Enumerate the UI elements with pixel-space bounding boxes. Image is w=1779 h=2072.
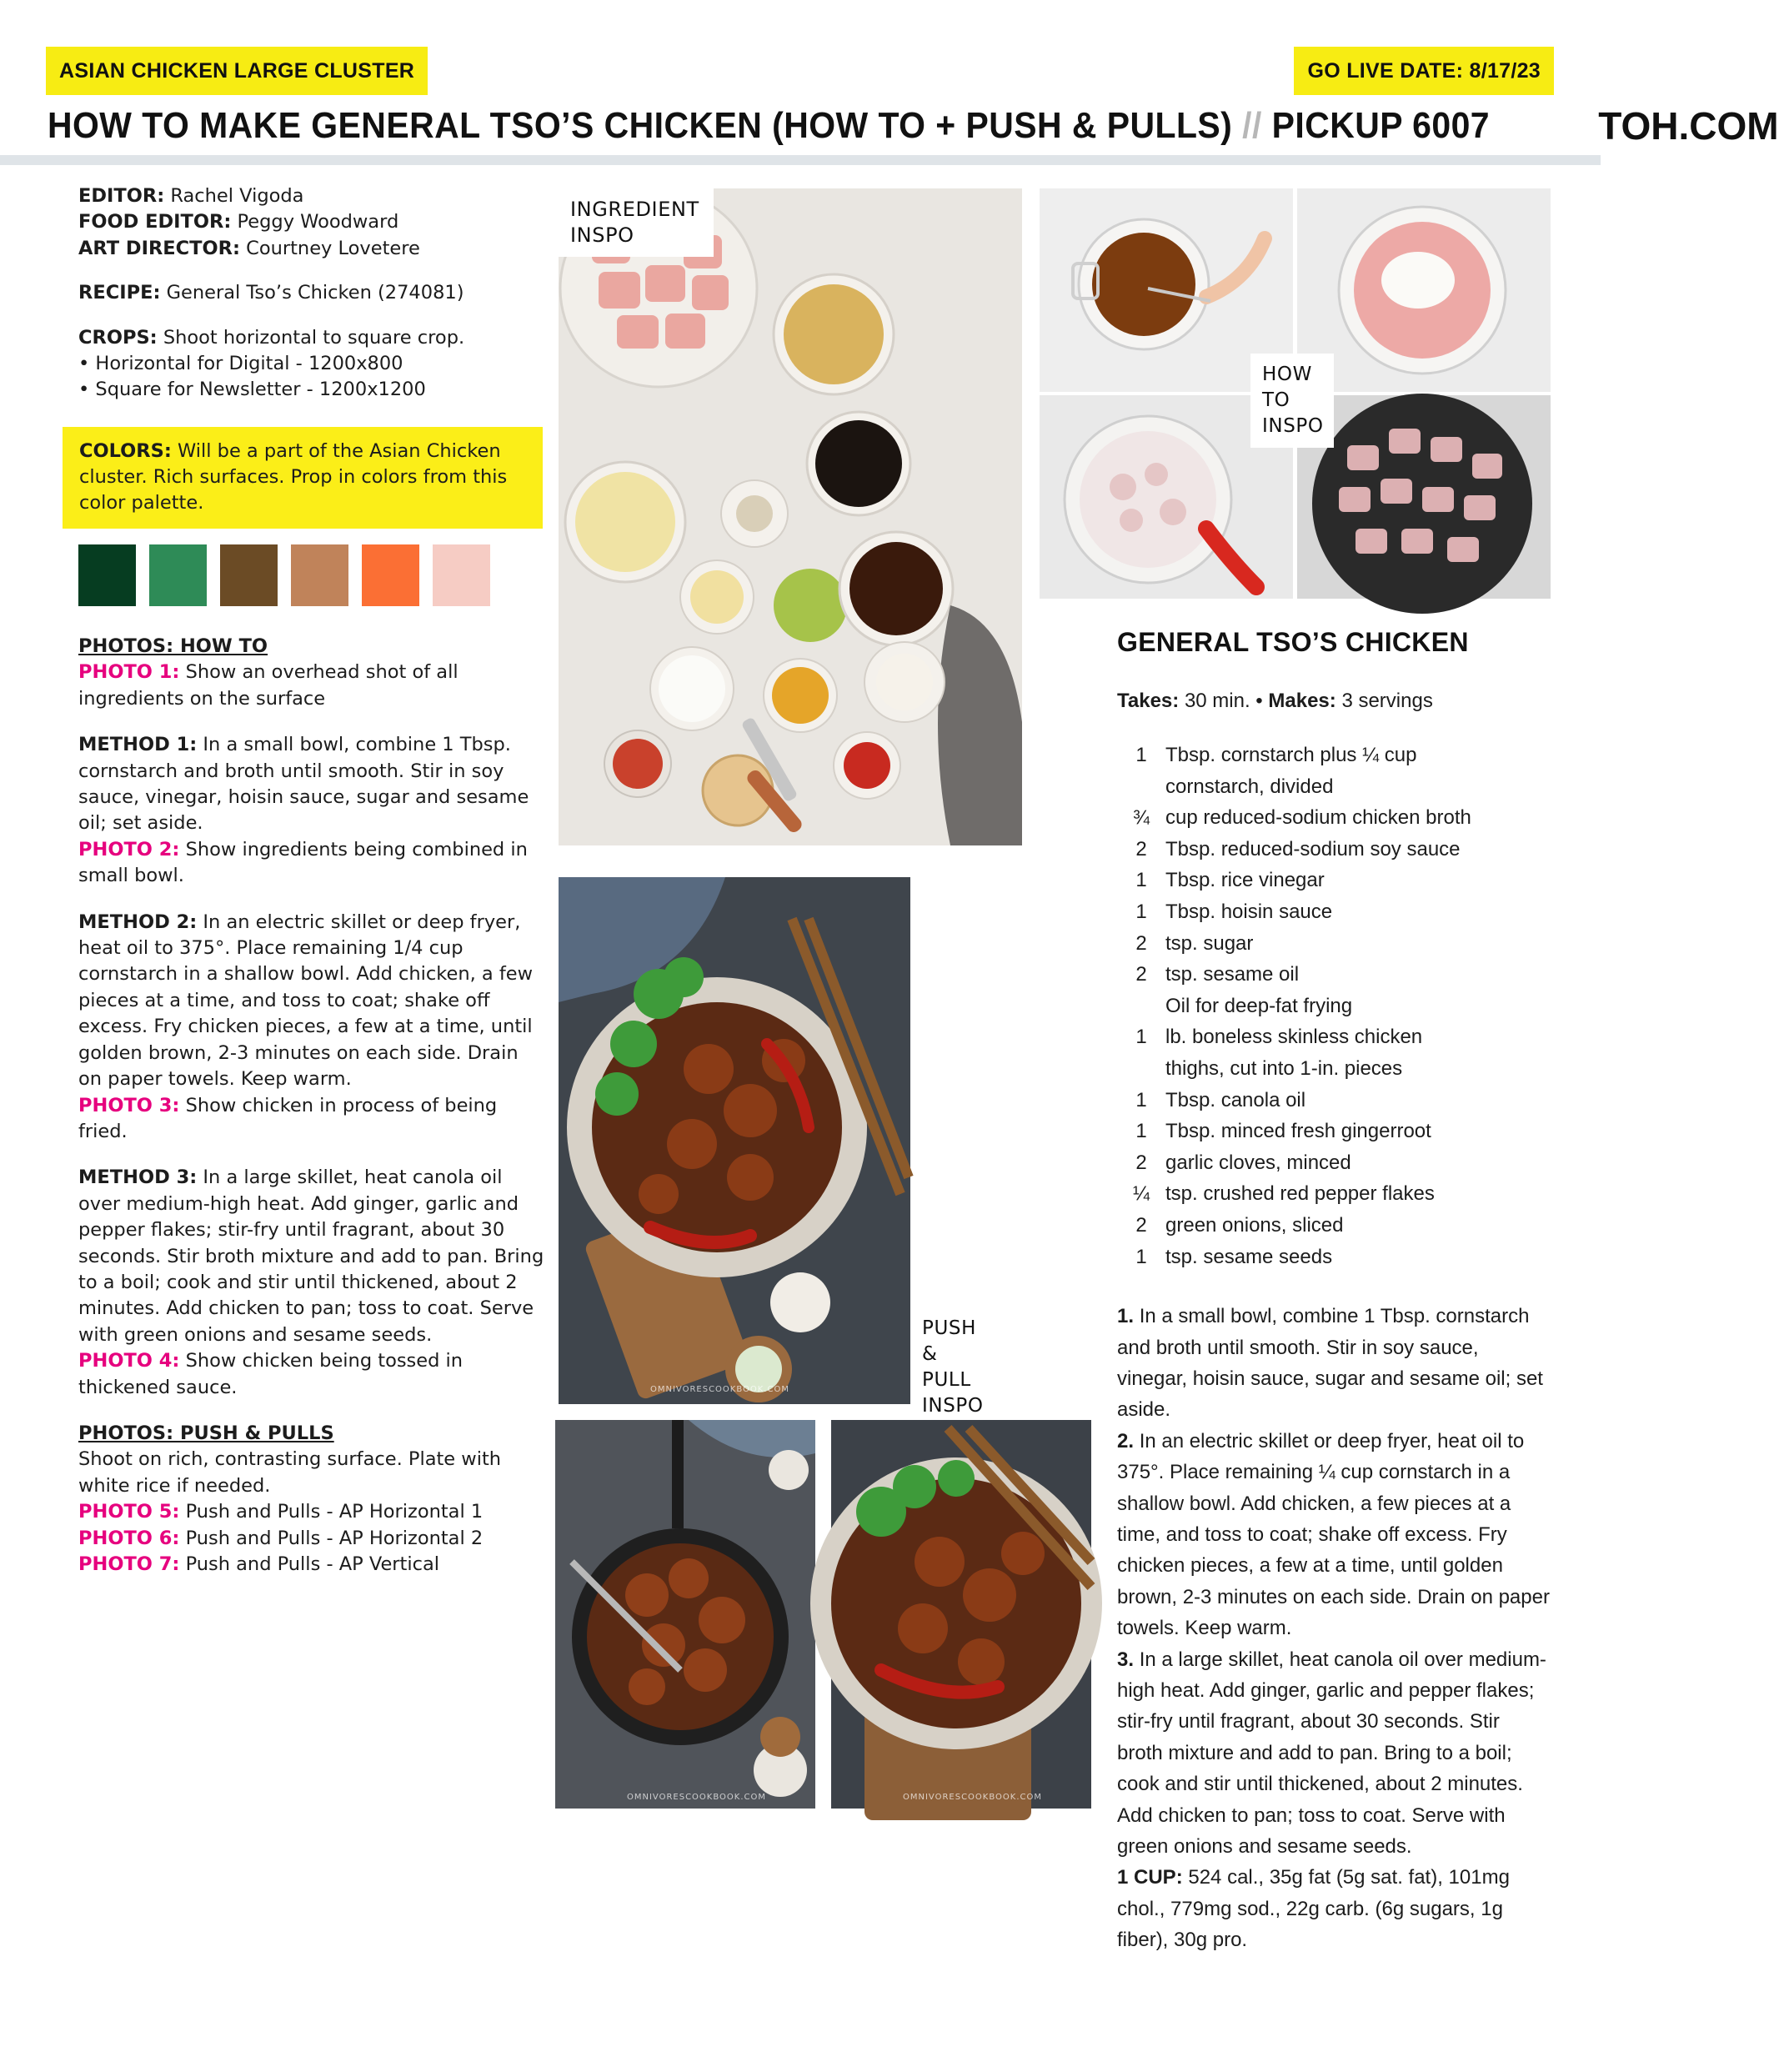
photo6-text: Push and Pulls - AP Horizontal 2 (185, 1527, 484, 1549)
ingredient-quantity: ¼ (1132, 1182, 1150, 1206)
swatch-tan (291, 544, 348, 606)
pushpull-heading: PHOTOS: PUSH & PULLS (78, 1422, 334, 1444)
ingredient-quantity: 2 (1135, 931, 1147, 955)
recipe-label: RECIPE: (78, 282, 161, 304)
ingredient-list (1117, 740, 1551, 1272)
photo2-text: Show ingredients being combined in small bowl. (78, 838, 528, 887)
photo7-label: PHOTO 7: (78, 1553, 180, 1575)
cluster-tag: ASIAN CHICKEN LARGE CLUSTER (46, 47, 428, 95)
swatch-green (149, 544, 207, 606)
ingredient-row (1117, 1242, 1551, 1273)
recipe-title: GENERAL TSO’S CHICKEN (1117, 627, 1469, 657)
photo3-text: Show chicken in process of being fried. (78, 1094, 498, 1142)
step3-text: In a large skillet, heat canola oil over medium-high heat. Add ginger, garlic and pepper flakes; stir-fry until fragrant, about 30 seconds. Stir broth mixture and add to pan. Bring to a boil; cook and stir until thickened, about 2 minutes. Add chicken to pan; toss to coat. Serve with green onions and sesame seeds. (1117, 1648, 1546, 1858)
ingredient-row (1117, 928, 1551, 960)
watermark-skillet: OMNIVORESCOOKBOOK.COM (627, 1793, 767, 1802)
title-separator: // (1242, 105, 1262, 146)
ingredient-quantity: 2 (1135, 963, 1147, 986)
ingredient-row (1117, 1021, 1551, 1053)
method3-label: METHOD 3: (78, 1166, 198, 1189)
site-name: TOH.COM (1598, 104, 1779, 148)
step1-text: In a small bowl, combine 1 Tbsp. cornstarch and broth until smooth. Stir in soy sauce, vinegar, hoisin sauce, sugar and sesame oil; set aside. (1117, 1305, 1543, 1422)
ingredient-quantity: 1 (1135, 1088, 1147, 1111)
ingredient-inspo-photo (559, 188, 1022, 845)
ingredient-row (1117, 1116, 1551, 1147)
ingredient-inspo-label: INGREDIENT INSPO (559, 188, 714, 257)
crops-label: CROPS: (78, 326, 158, 349)
nutrition-text: 524 cal., 35g fat (5g sat. fat), 101mg chol., 779mg sod., 22g carb. (6g sugars, 1g fiber), 30g pro. (1117, 1866, 1510, 1952)
howto-heading: PHOTOS: HOW TO (78, 635, 268, 657)
ingredient-quantity: 1 (1135, 744, 1147, 766)
recipe-id: General Tso’s Chicken (274081) (166, 282, 464, 304)
ingredient-description: Tbsp. canola oil (1165, 1088, 1306, 1111)
ingredient-row (1117, 802, 1551, 834)
howto-inspo-label: HOW TO INSPO (1250, 354, 1334, 448)
howto-photo-frying (1297, 395, 1551, 599)
ingredient-quantity: 2 (1135, 1151, 1147, 1174)
page-title-row (48, 98, 1779, 153)
editor-label: EDITOR: (78, 185, 165, 207)
pushpull-photo-skillet (555, 1420, 815, 1809)
takes-value: 30 min. (1184, 690, 1250, 712)
photo4-label: PHOTO 4: (78, 1350, 180, 1372)
recipe-time-yield: Takes: 30 min. • Makes: 3 servings (1117, 690, 1433, 712)
method3-text: In a large skillet, heat canola oil over medium-high heat. Add ginger, garlic and pepper flakes; stir-fry until fragrant, about 30 seconds. Stir broth mixture and add to pan. Bring to a boil; cook and stir until thickened, about 2 minutes. Add chicken to pan; toss to coat. Serve with green onions and sesame seeds. (78, 1166, 544, 1346)
nutrition-label: 1 CUP: (1117, 1866, 1183, 1889)
method2-label: METHOD 2: (78, 911, 198, 933)
food-editor-name: Peggy Woodward (237, 211, 399, 233)
ingredient-row (1117, 896, 1551, 928)
colors-note (63, 427, 543, 529)
photo1-label: PHOTO 1: (78, 661, 180, 684)
ingredient-quantity: 1 (1135, 1026, 1147, 1049)
swatch-dark-green (78, 544, 136, 606)
ingredient-quantity: ¾ (1132, 806, 1150, 830)
ingredient-quantity (1117, 771, 1165, 803)
ingredient-description: Tbsp. minced fresh gingerroot (1165, 1120, 1431, 1143)
ingredient-quantity: 1 (1135, 1245, 1147, 1268)
ingredient-quantity: 1 (1135, 869, 1147, 892)
pushpull-photo-bowl (831, 1420, 1091, 1809)
method1-text: In a small bowl, combine 1 Tbsp. cornstarch and broth until smooth. Stir in soy sauce, vinegar, hoisin sauce, sugar and sesame oil; set aside. (78, 734, 529, 835)
ingredient-quantity: 2 (1135, 837, 1147, 860)
ingredient-row (1117, 771, 1551, 803)
ingredient-description: thighs, cut into 1-in. pieces (1165, 1056, 1403, 1080)
photo5-text: Push and Pulls - AP Horizontal 1 (185, 1501, 484, 1523)
step2-text: In an electric skillet or deep fryer, heat oil to 375°. Place remaining ¼ cup cornstarch in a shallow bowl. Add chicken, a few pieces at a time, and toss to coat; shake off excess. Fry chicken pieces, a few at a time, until golden brown, 2-3 minutes on each side. Drain on paper towels. Keep warm. (1117, 1429, 1550, 1640)
title-pickup: PICKUP 6007 (1271, 105, 1491, 146)
recipe-directions (1117, 1301, 1551, 1956)
ingredient-row (1117, 991, 1551, 1022)
ingredient-description: Oil for deep-fat frying (1165, 994, 1353, 1017)
photo2-label: PHOTO 2: (78, 838, 180, 860)
ingredient-description: Tbsp. hoisin sauce (1165, 900, 1333, 923)
photo4-text: Show chicken being tossed in thickened sauce. (78, 1350, 464, 1398)
ingredient-row (1117, 1053, 1551, 1085)
photo6-label: PHOTO 6: (78, 1527, 180, 1549)
photo-brief (78, 634, 545, 1598)
header-divider (0, 155, 1601, 165)
ingredient-quantity (1117, 991, 1165, 1022)
ingredient-description: Tbsp. reduced-sodium soy sauce (1165, 837, 1461, 860)
step1-number: 1. (1117, 1305, 1135, 1328)
ingredient-quantity (1117, 1053, 1165, 1085)
pushpull-inspo-label: PUSH & PULL INSPO (910, 1312, 1002, 1422)
ingredient-quantity: 1 (1135, 1120, 1147, 1143)
go-live-date-tag: GO LIVE DATE: 8/17/23 (1294, 47, 1554, 95)
ingredient-description: Tbsp. rice vinegar (1165, 869, 1325, 892)
ingredient-row (1117, 1178, 1551, 1210)
ingredient-description: tsp. crushed red pepper flakes (1165, 1182, 1435, 1206)
ingredient-row (1117, 1085, 1551, 1116)
food-editor-label: FOOD EDITOR: (78, 211, 232, 233)
photo5-label: PHOTO 5: (78, 1501, 180, 1523)
editor-name: Rachel Vigoda (170, 185, 304, 207)
ingredient-quantity: 1 (1135, 900, 1147, 923)
ingredient-description: tsp. sesame seeds (1165, 1245, 1333, 1268)
ingredient-row (1117, 865, 1551, 896)
ingredient-description: tsp. sugar (1165, 931, 1254, 955)
crop-square: • Square for Newsletter - 1200x1200 (78, 379, 426, 401)
ingredient-description: garlic cloves, minced (1165, 1151, 1351, 1174)
swatch-pink (433, 544, 490, 606)
color-palette (78, 544, 490, 606)
watermark-main: OMNIVORESCOOKBOOK.COM (650, 1385, 790, 1394)
swatch-orange (362, 544, 419, 606)
photo1-text: Show an overhead shot of all ingredients on the surface (78, 661, 459, 710)
art-director-label: ART DIRECTOR: (78, 237, 240, 259)
page-title (48, 105, 1490, 147)
pushpull-text: Shoot on rich, contrasting surface. Plate with white rice if needed. (78, 1448, 502, 1497)
photo7-text: Push and Pulls - AP Vertical (185, 1553, 440, 1575)
makes-label: Makes: (1268, 690, 1336, 712)
crop-horizontal: • Horizontal for Digital - 1200x800 (78, 353, 403, 375)
step2-number: 2. (1117, 1429, 1135, 1452)
credits-block (78, 183, 545, 424)
recipe-card (1117, 627, 1551, 1956)
pushpull-photo-main (559, 877, 910, 1404)
swatch-brown (220, 544, 278, 606)
ingredient-description: cup reduced-sodium chicken broth (1165, 806, 1471, 830)
ingredient-description: lb. boneless skinless chicken (1165, 1026, 1423, 1049)
step3-number: 3. (1117, 1648, 1135, 1671)
title-main: HOW TO MAKE GENERAL TSO’S CHICKEN (HOW TO + PUSH & PULLS) (48, 105, 1233, 146)
takes-label: Takes: (1117, 690, 1180, 712)
howto-photo-coating (1297, 188, 1551, 392)
ingredient-description: cornstarch, divided (1165, 775, 1334, 798)
colors-text: Will be a part of the Asian Chicken cluster. Rich surfaces. Prop in colors from this color palette. (79, 440, 508, 514)
ingredient-description: tsp. sesame oil (1165, 963, 1300, 986)
crops-text: Shoot horizontal to square crop. (163, 326, 465, 349)
ingredient-description: Tbsp. cornstarch plus ¼ cup (1165, 744, 1417, 766)
ingredient-row (1117, 834, 1551, 865)
watermark-bowl: OMNIVORESCOOKBOOK.COM (903, 1793, 1043, 1802)
ingredient-quantity: 2 (1135, 1213, 1147, 1237)
method1-label: METHOD 1: (78, 734, 198, 756)
colors-label: COLORS: (79, 440, 172, 462)
makes-value: 3 servings (1341, 690, 1433, 712)
method2-text: In an electric skillet or deep fryer, heat oil to 375°. Place remaining 1/4 cup cornstarch in a shallow bowl. Add chicken, a few pieces at a time, and toss to coat; shake off excess. Fry chicken pieces, a few at a time, until golden brown, 2-3 minutes on each side. Drain on paper towels. Keep warm. (78, 911, 534, 1091)
photo3-label: PHOTO 3: (78, 1094, 180, 1116)
ingredient-row (1117, 1147, 1551, 1179)
art-director-name: Courtney Lovetere (246, 237, 420, 259)
ingredient-description: green onions, sliced (1165, 1213, 1344, 1237)
ingredient-row (1117, 740, 1551, 771)
ingredient-row (1117, 1210, 1551, 1242)
ingredient-row (1117, 959, 1551, 991)
